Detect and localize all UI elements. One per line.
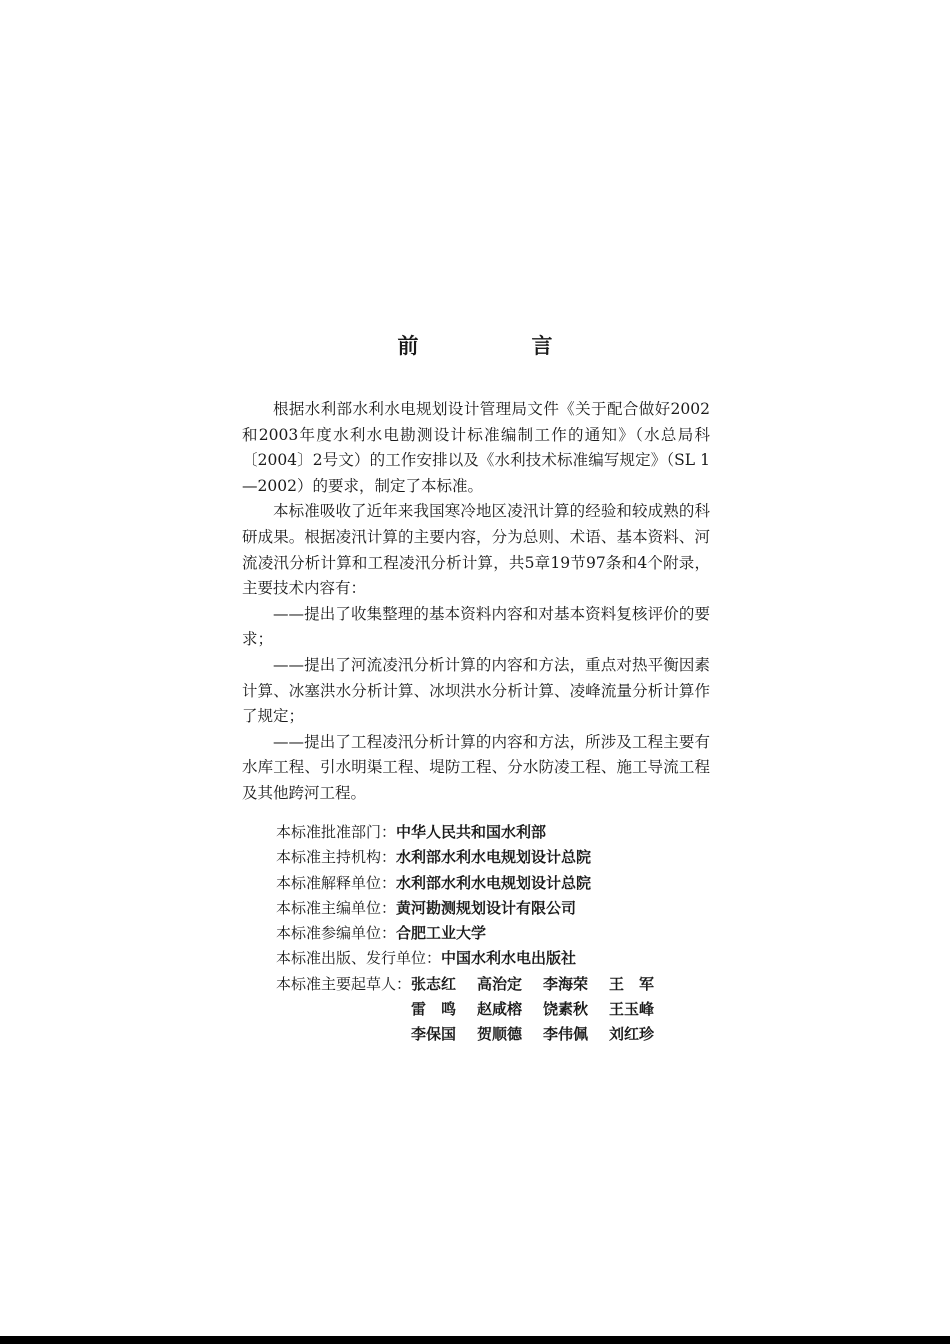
drafter-name: 刘红珍 [609,1025,655,1044]
info-chief-editor-label: 本标准主编单位： [276,898,397,917]
info-chief-editor-value: 黄河勘测规划设计有限公司 [396,898,577,917]
drafter-row [411,997,675,1022]
drafter-name: 李保国 [411,1025,457,1044]
drafter-name: 李伟佩 [543,1025,589,1044]
info-host-label: 本标准主持机构： [276,848,397,867]
info-interpret [276,871,736,896]
info-approval-label: 本标准批准部门： [276,823,397,841]
drafter-row [411,1022,675,1047]
drafter-row [411,972,675,997]
info-approval [276,820,736,845]
page-title: 前 言 [397,334,599,358]
drafter-name: 赵咸榕 [477,1000,523,1019]
standard-info-block [276,820,736,1048]
drafters-list [411,972,675,1048]
drafter-name: 贺顺德 [477,1025,523,1044]
info-publisher-label: 本标准出版、发行单位： [276,949,442,968]
info-participant [276,921,736,946]
paragraph-background: 根据水利部水利水电规划设计管理局文件《关于配合做好2002和2003年度水利水电勘测设计标准编制工作的通知》（水总局科〔2004〕2号文）的工作安排以及《水利技术标准编写规定》（SL 1—2002）的要求，制定了本标准。 [242,400,710,495]
paragraph-summary: 本标准吸收了近年来我国寒冷地区凌汛计算的经验和较成熟的科研成果。根据凌汛计算的主要内容，分为总则、术语、基本资料、河流凌汛分析计算和工程凌汛分析计算，共5章19节97条和4个附录，主要技术内容有： [242,502,710,598]
drafter-name: 雷 鸣 [411,1000,457,1019]
info-publisher [276,946,736,971]
drafter-name: 张志红 [411,974,457,993]
bottom-edge-rule [0,1336,950,1344]
info-host-value: 水利部水利水电规划设计总院 [396,848,592,867]
paragraph-basic-data: ——提出了收集整理的基本资料内容和对基本资料复核评价的要求； [242,604,710,649]
info-drafters [276,972,736,1048]
info-interpret-value: 水利部水利水电规划设计总院 [396,873,592,892]
drafter-name: 王 军 [609,974,655,993]
info-interpret-label: 本标准解释单位： [276,873,397,892]
paragraph-engineering-ice-flood: ——提出了工程凌汛分析计算的内容和方法，所涉及工程主要有水库工程、引水明渠工程、堤防工程、分水防凌工程、施工导流工程及其他跨河工程。 [242,732,710,802]
info-publisher-value: 中国水利水电出版社 [441,949,577,968]
info-drafters-label: 本标准主要起草人： [276,974,412,993]
info-participant-value: 合肥工业大学 [396,924,487,943]
info-host [276,845,736,870]
info-chief-editor [276,896,736,921]
drafter-name: 饶素秋 [543,1000,589,1019]
paragraph-river-ice-flood: ——提出了河流凌汛分析计算的内容和方法，重点对热平衡因素计算、冰塞洪水分析计算、冰坝洪水分析计算、凌峰流量分析计算作了规定； [242,655,710,726]
drafter-name: 李海荣 [543,974,589,993]
foreword-body [242,397,710,807]
drafter-name: 王玉峰 [609,1000,655,1019]
info-participant-label: 本标准参编单位： [276,924,397,943]
info-approval-value: 中华人民共和国水利部 [396,823,547,841]
drafter-name: 高治定 [477,974,523,993]
